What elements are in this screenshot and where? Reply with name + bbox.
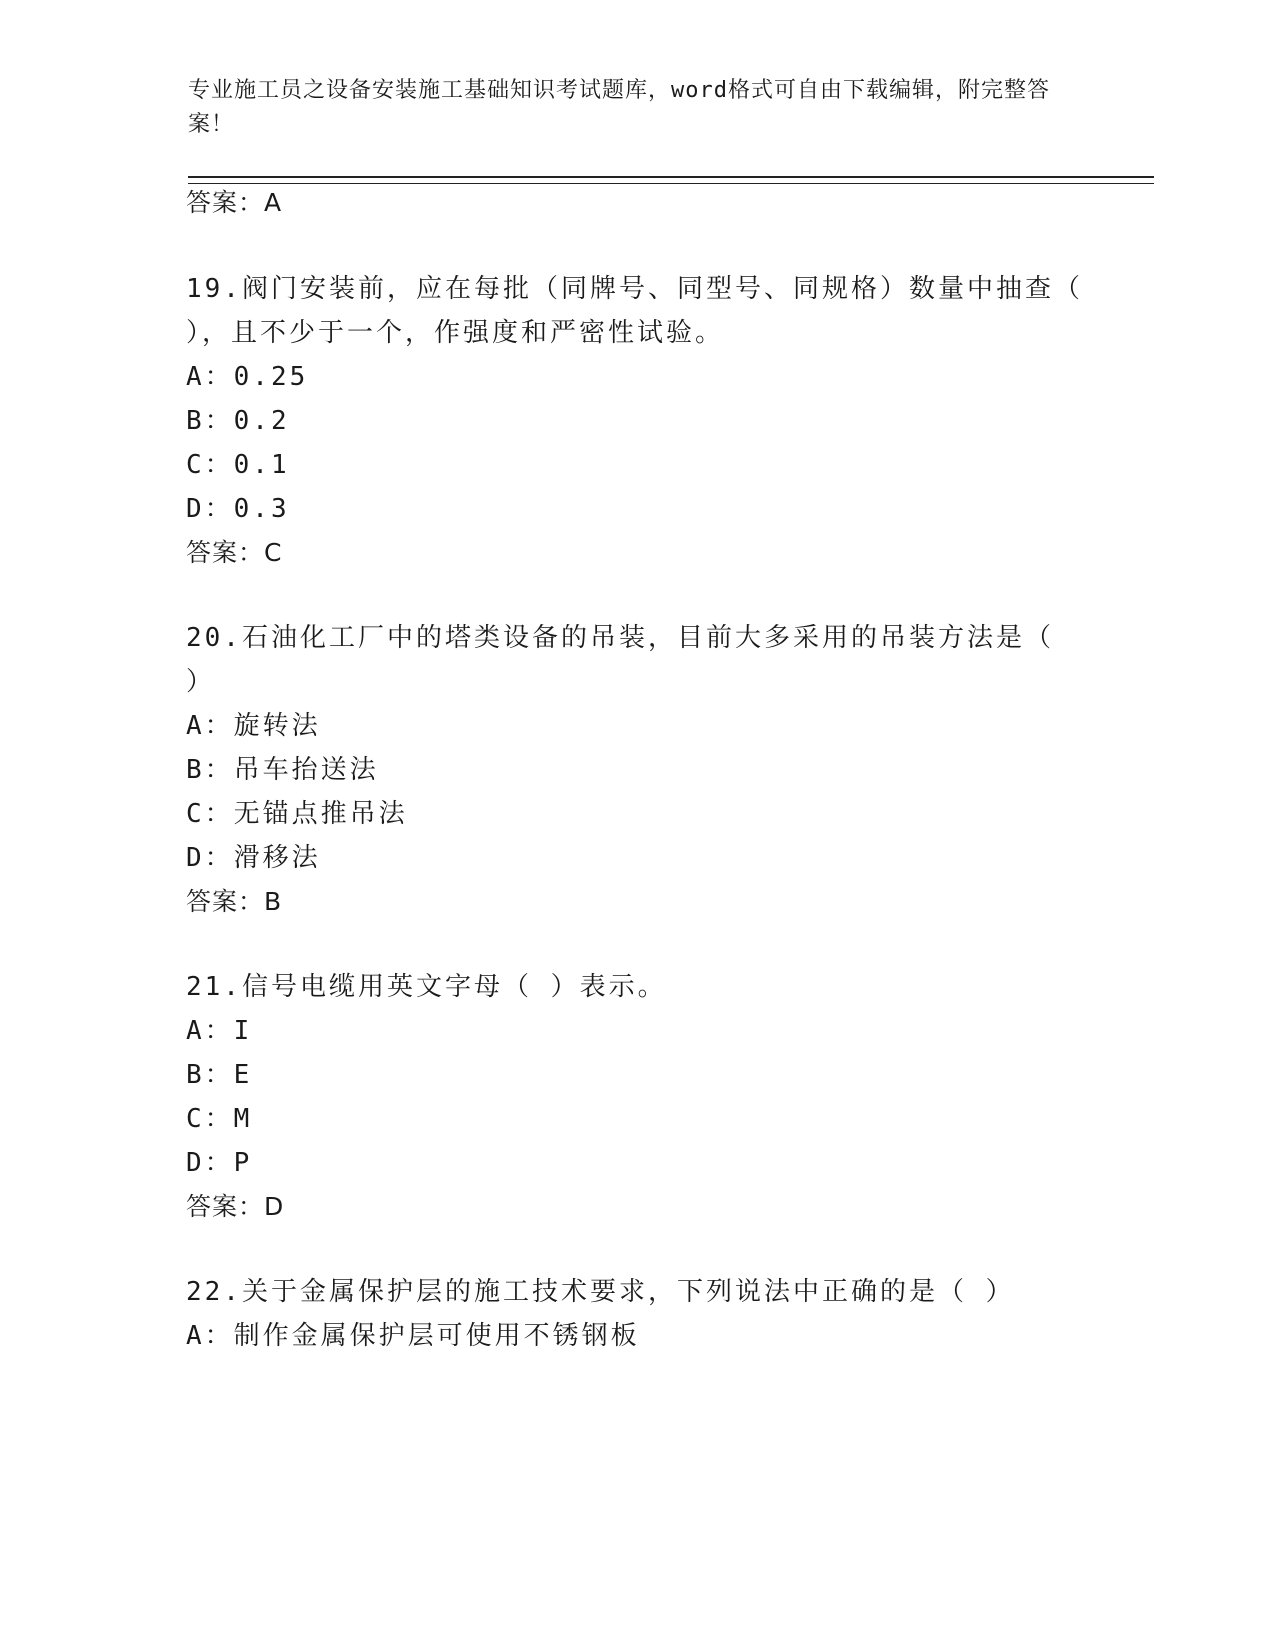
question-19-option-b: B：0.2: [186, 406, 290, 436]
question-21-answer: 答案：D: [186, 1192, 285, 1221]
document-header: 专业施工员之设备安装施工基础知识考试题库，word格式可自由下载编辑，附完整答案！: [188, 78, 1050, 137]
question-21-option-a: A：I: [186, 1016, 253, 1046]
question-19-stem-line-1: 19.阀门安装前，应在每批（同牌号、同型号、同规格）数量中抽查（: [186, 274, 1083, 304]
header-divider-thin: [188, 183, 1154, 184]
question-20-answer: 答案：B: [186, 887, 283, 916]
question-20-option-c: C：无锚点推吊法: [186, 799, 408, 829]
question-19-option-c: C：0.1: [186, 450, 290, 480]
question-21-option-c: C：M: [186, 1104, 253, 1134]
question-20-stem-line-1: 20.石油化工厂中的塔类设备的吊装，目前大多采用的吊装方法是（: [186, 623, 1054, 653]
question-19-option-d: D：0.3: [186, 494, 290, 524]
question-19-option-a: A：0.25: [186, 362, 309, 392]
question-19-answer: 答案：C: [186, 538, 283, 567]
question-20-option-d: D：滑移法: [186, 843, 321, 873]
question-21-stem-line-1: 21.信号电缆用英文字母（ ）表示。: [186, 972, 667, 1002]
answer-18: 答案：A: [186, 188, 283, 217]
question-22-option-a: A：制作金属保护层可使用不锈钢板: [186, 1321, 640, 1351]
question-19-stem-line-2: ），且不少于一个，作强度和严密性试验。: [186, 318, 725, 348]
question-20-option-a: A：旋转法: [186, 711, 321, 741]
question-22-stem-line-1: 22.关于金属保护层的施工技术要求，下列说法中正确的是（ ）: [186, 1277, 1015, 1307]
question-20-stem-line-2: ）: [186, 667, 216, 697]
question-20-option-b: B：吊车抬送法: [186, 755, 379, 785]
question-21-option-b: B：E: [186, 1060, 253, 1090]
header-divider-thick: [188, 176, 1154, 178]
question-21-option-d: D：P: [186, 1148, 253, 1178]
